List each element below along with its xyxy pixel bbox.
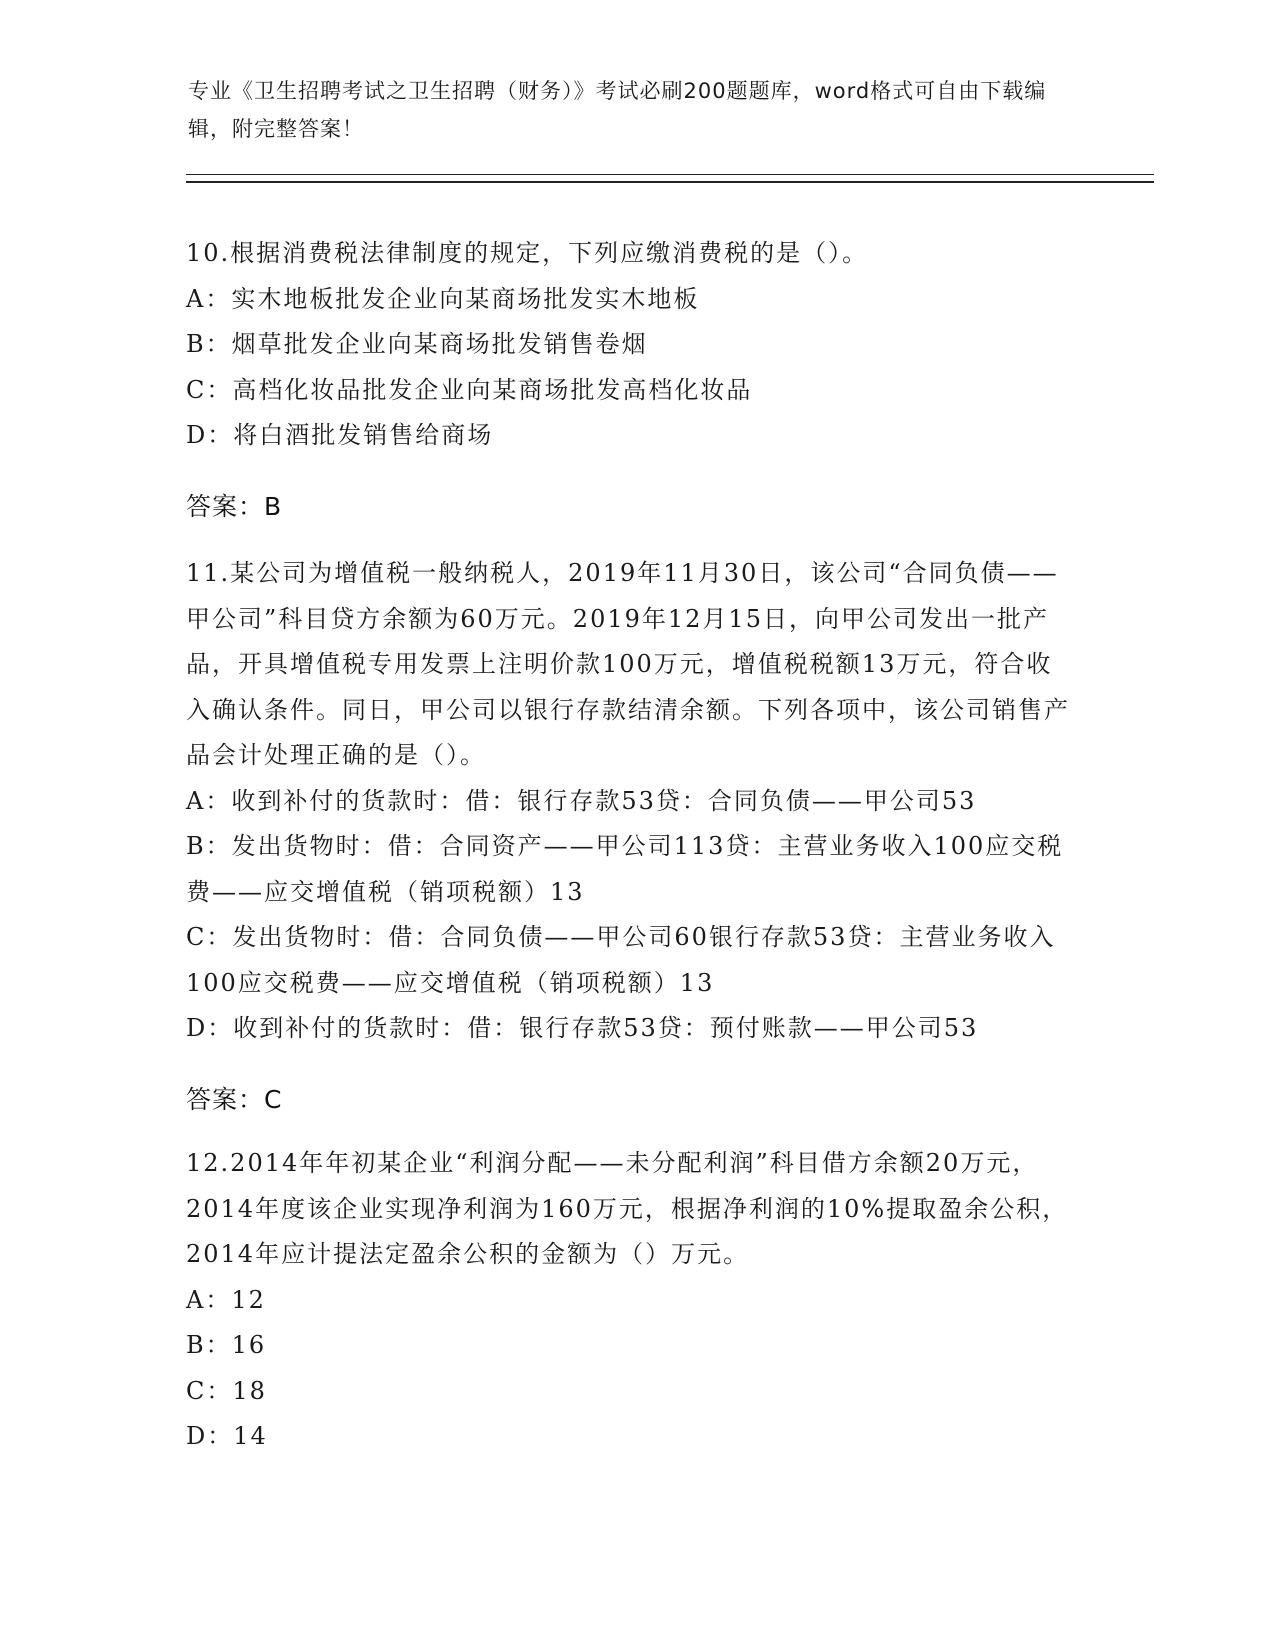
question-11 [186, 551, 1076, 1147]
option-d: D：将白酒批发销售给商场 [186, 421, 494, 449]
header-divider-thick [186, 181, 1154, 183]
option-d: D：收到补付的货款时：借：银行存款53贷：预付账款——甲公司53 [186, 1014, 979, 1042]
option-b: B：16 [186, 1331, 267, 1359]
option-b: B：烟草批发企业向某商场批发销售卷烟 [186, 330, 648, 358]
option-c: C：高档化妆品批发企业向某商场批发高档化妆品 [186, 375, 753, 404]
option-d: D：14 [186, 1422, 268, 1450]
question-stem: 12.2014年年初某企业“利润分配——未分配利润”科目借方余额20万元，2014年度该企业实现净利润为160万元，根据净利润的10%提取盈余公积，2014年应计提法定盈余公积的金额为（）万元。 [186, 1149, 1069, 1268]
option-a: A：12 [186, 1285, 266, 1314]
option-a: A：实木地板批发企业向某商场批发实木地板 [186, 284, 700, 313]
answer: 答案：B [186, 491, 283, 521]
question-stem: 11.某公司为增值税一般纳税人，2019年11月30日，该公司“合同负债——甲公司”科目贷方余额为60万元。2019年12月15日，向甲公司发出一批产品，开具增值税专用发票上注明价款100万元，增值税税额13万元，符合收入确认条件。同日，甲公司以银行存款结清余额。下列各项中，该公司销售产品会计处理正确的是（）。 [186, 559, 1070, 769]
answer: 答案：C [186, 1084, 283, 1114]
option-a: A：收到补付的货款时：借：银行存款53贷：合同负债——甲公司53 [186, 786, 977, 815]
question-12 [186, 1141, 1076, 1460]
document-header: 专业《卫生招聘考试之卫生招聘（财务）》考试必刷200题题库，word格式可自由下载编辑，附完整答案！ [188, 79, 1047, 141]
question-stem: 10.根据消费税法律制度的规定，下列应缴消费税的是（）。 [186, 239, 869, 267]
question-10 [186, 231, 1076, 554]
option-c: C：18 [186, 1376, 267, 1405]
option-b: B：发出货物时：借：合同资产——甲公司113贷：主营业务收入100应交税费——应交增值税（销项税额）13 [186, 832, 1064, 906]
option-c: C：发出货物时：借：合同负债——甲公司60银行存款53贷：主营业务收入100应交税费——应交增值税（销项税额）13 [186, 923, 1056, 997]
header-divider-thin [186, 174, 1154, 175]
